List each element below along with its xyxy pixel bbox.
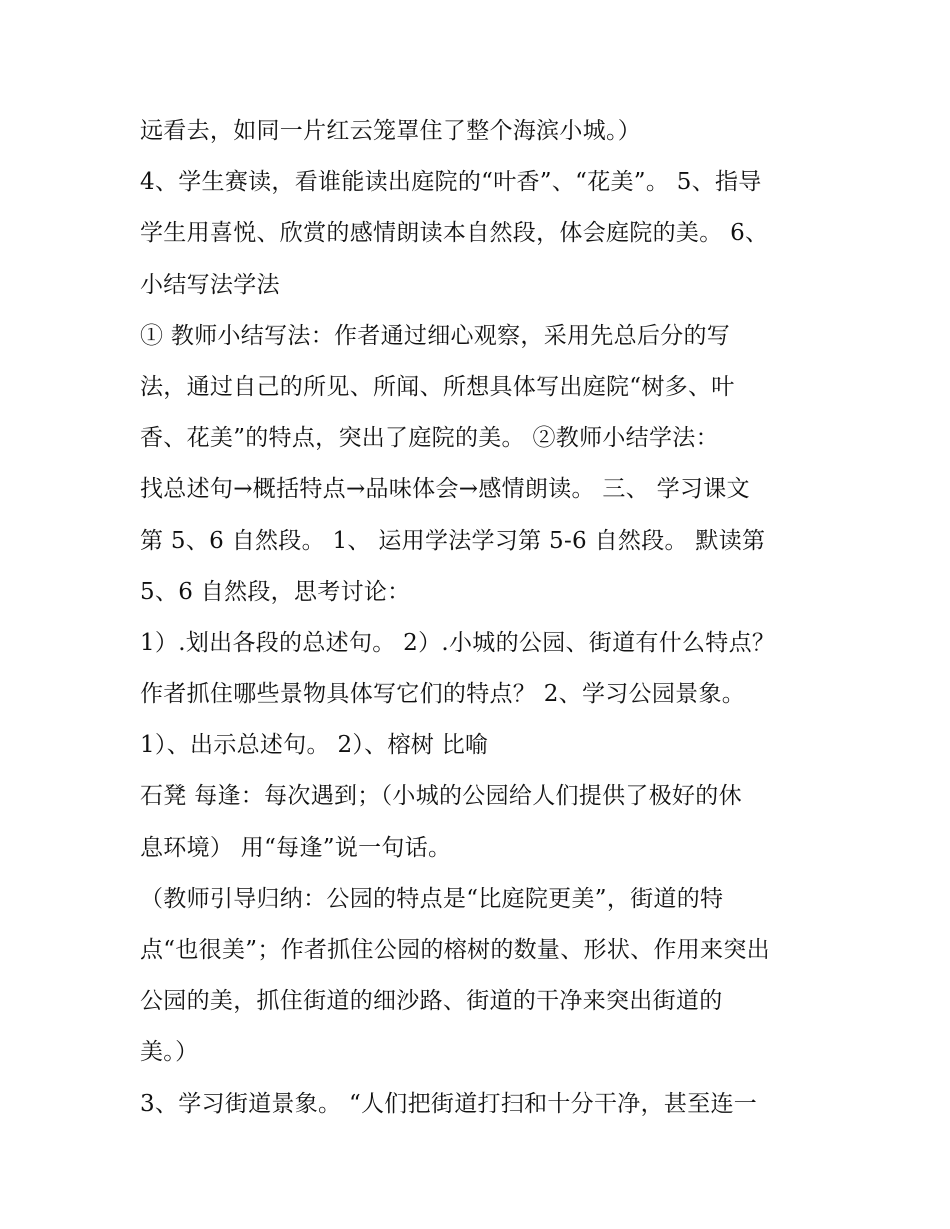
text-line: 5、6 自然段，思考讨论： [140,578,411,605]
text-line: 远看去，如同一片红云笼罩住了整个海滨小城。） [140,118,642,144]
body-text [140,106,820,1130]
text-line: 息环境） 用“每逢”说一句话。 [140,834,452,861]
text-line: 作者抓住哪些景物具体写它们的特点？ 2、学习公园景象。 [140,681,746,708]
text-line: ① 教师小结写法：作者通过细心观察，采用先总后分的写 [140,322,731,349]
text-line: 香、花美”的特点，突出了庭院的美。 ②教师小结学法： [140,425,719,452]
text-line: 法，通过自己的所见、所闻、所想具体写出庭院“树多、叶 [140,373,735,400]
text-line: 4、学生赛读，看谁能读出庭院的“叶香”、“花美”。 5、指导 [140,169,762,196]
text-line: （教师引导归纳：公园的特点是“比庭院更美”，街道的特 [140,885,724,912]
text-line: 小结写法学法 [140,271,280,298]
text-line: 1）、出示总述句。 2）、榕树 比喻 [140,732,489,759]
text-line: 学生用喜悦、欣赏的感情朗读本自然段，体会庭院的美。 6、 [140,220,769,247]
text-line: 找总述句→概括特点→品味体会→感情朗读。 三、 学习课文 [140,476,750,503]
text-line: 3、学习街道景象。 “人们把街道打扫和十分干净，甚至连一 [140,1090,758,1117]
text-line: 公园的美，抓住街道的细沙路、街道的干净来突出街道的 [140,988,723,1015]
text-line: 美。） [140,1039,199,1066]
text-line: 1）.划出各段的总述句。 2）.小城的公园、街道有什么特点？ [140,629,776,656]
text-line: 石凳 每逢：每次遇到；（小城的公园给人们提供了极好的休 [140,783,742,810]
text-line: 点“也很美”；作者抓住公园的榕树的数量、形状、作用来突出 [140,937,770,963]
text-line: 第 5、6 自然段。 1、 运用学法学习第 5-6 自然段。 默读第 [140,527,766,554]
